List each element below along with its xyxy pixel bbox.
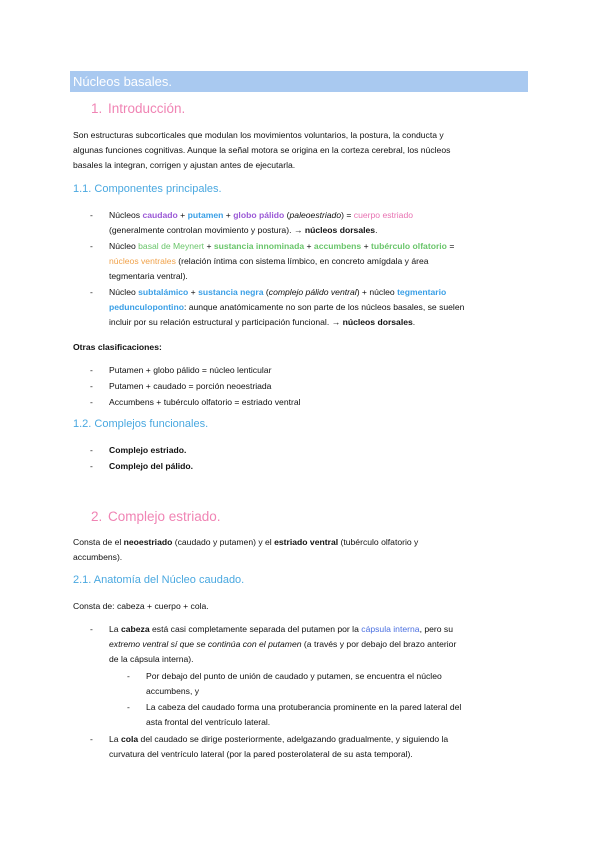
- consta-paragraph: Consta de el neoestriado (caudado y putamen) y el estriado ventral (tubérculo olfatorio y accumbens).: [73, 537, 419, 562]
- document-title: Núcleos basales.: [70, 71, 528, 92]
- document-page: Núcleos basales. 1. Introducción. Son estructuras subcorticales que modulan los movimientos voluntarios, la postura, la conducta y algunas funciones cognitivas. Aunque la señal motora se origina en la corteza cerebral, los núcleos basales la integran, corrigen y ajustan antes de ejecutarla. 1.1. Componentes principales. - Núcleos caudado + putamen + globo pálido (paleoestriado) = cuerpo estriado (generalmente controlan movimiento y postura). → núcleos dorsales. - Núcleo basal de Meynert + sustancia innominada + accumbens + tubérculo olfatorio = núcleos ventrales (relación íntima con sistema límbico, en concreto amígdala y área tegmentaria ventral). - Núcleo subtalámico + sustancia negra (complejo pálido ventral) + núcleo tegmentario pedunculopontino: aunque anatómicamente no son parte de los núcleos basales, se suelen incluir por su relación estructural y participación funcional. → núcleos dorsales. Otras clasificaciones: - Putamen + globo pálido = núcleo lenticular - Putamen + caudado = porción neoestriada - Accumbens + tubérculo olfatorio = estriado ventral 1.2. Complejos funcionales. - Complejo estriado. - Complejo del pálido. 2. Complejo estriado. Consta de el neoestriado (caudado y putamen) y el estriado ventral (tubérculo olfatorio y accumbens). 2.1. Anatomía del Núcleo caudado. Consta de: cabeza + cuerpo + cola. - La cabeza está casi completamente separada del putamen por la cápsula interna, pero su extremo ventral sí que se continúa con el putamen (a través y por debajo del brazo anterior de la cápsula interna). - Por debajo del punto de unión de caudado y putamen, se encuentra el núcleo accumbens, y - La cabeza del caudado forma una protuberancia prominente en la pared lateral del asta frontal del ventrículo lateral. - La cola del caudado se dirige posteriormente, adelgazando gradualmente, y siguiendo la curvatura del ventrículo lateral (por la pared posterolateral de su asta temporal).: [0, 0, 600, 848]
- otras-clasificaciones-heading: Otras clasificaciones:: [73, 342, 162, 352]
- section-2-heading: 2. Complejo estriado.: [91, 509, 221, 524]
- intro-paragraph: Son estructuras subcorticales que modulan los movimientos voluntarios, la postura, la conducta y algunas funciones cognitivas. Aunque la señal motora se origina en la corteza cerebral, los núcleos basales la integran, corrigen y ajustan antes de ejecutarla.: [73, 130, 451, 170]
- section-1-heading: 1. Introducción.: [91, 101, 186, 116]
- consta-de-paragraph: Consta de: cabeza + cuerpo + cola.: [73, 601, 209, 611]
- subsection-2-1-heading: 2.1. Anatomía del Núcleo caudado.: [73, 574, 245, 586]
- subsection-1-2-heading: 1.2. Complejos funcionales.: [73, 418, 209, 430]
- subsection-1-1-heading: 1.1. Componentes principales.: [73, 183, 222, 195]
